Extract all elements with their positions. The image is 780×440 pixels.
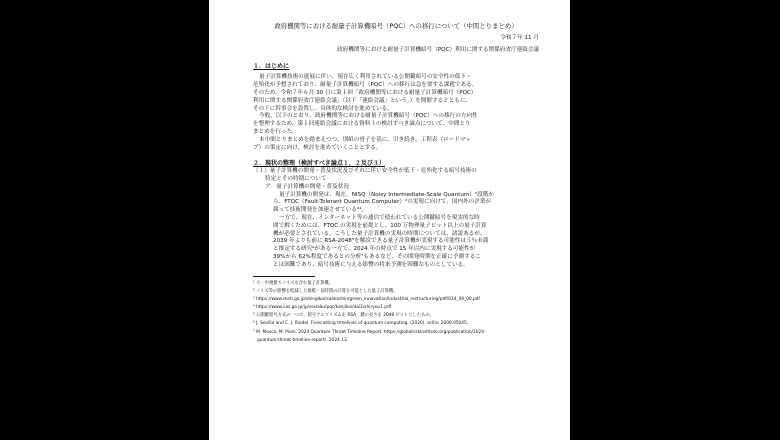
document-date: 令和７年 11 月: [500, 35, 539, 41]
page-content: [253, 22, 539, 345]
paragraph-line: 機が必要とされている。こうした量子計算機の実現の時期については、諸説あるが、: [273, 230, 486, 237]
footnote: ⁶ J. Sevilla and C. J. Riedel. Forecasting timelines of quantum computing. (2020). arXiv: 2009.05045.: [253, 321, 469, 327]
footnote-divider: [253, 276, 315, 277]
paragraph-line: その下に幹事会を設置し、具体的な検討を進めている。: [253, 105, 393, 112]
paragraph-line: 間で解くためには、FTQC の実現を前提とし、100 万物理量子ビット以上の量子計算: [273, 222, 487, 229]
list-item-line: 特定とその時期について: [265, 175, 327, 182]
footnote-link[interactable]: ⁴ https://www.cas.go.jp/jp/seisaku/pqc/kanjikai/dai2/shiryou1.pdf: [253, 305, 392, 311]
paragraph-line: とは困難であり、暗号技術に与える影響の将来予測を困難なものとしている。: [273, 261, 469, 268]
paragraph-line: 競って技術開発を加速させている³⁴。: [273, 207, 367, 214]
paragraph-line: ら、FTQC（Fault-Tolerant Quantum Computer）²の実現に向けて、国内外の企業が: [273, 199, 492, 206]
paragraph-line: 本中間とりまとめを踏まえつつ、別紙の骨子を基に、引き続き、工程表（ロードマッ: [259, 136, 471, 143]
paragraph-line: 39%から 62%程度であるとの分析⁷もあるなど、その開発時期を正確に予測するこ: [273, 253, 481, 260]
document-issuer: 政府機関等における耐量子計算機暗号（PQC）利用に関する関係府省庁連絡会議: [337, 46, 539, 53]
paragraph-line: 危殆化が予想されており、耐量子計算機暗号（PQC）への移行は急を要する課題である。: [253, 82, 478, 89]
paragraph-line: 利用に関する関係府省庁連絡会議」（以下「連絡会議」という。）を開催するとともに、: [253, 97, 472, 104]
paragraph-line: まとめを行った。: [253, 128, 298, 135]
paragraph-line: 今般、以下のとおり、政府機関等における耐量子計算機暗号（PQC）への移行の方向性: [259, 113, 478, 120]
paragraph-line: そのため、令和７年６月 30 日に第１回「政府機関等における耐量子計算機暗号（PQC）: [253, 89, 477, 96]
document-title: 政府機関等における耐量子計算機暗号（PQC）への移行について（中間とりまとめ）: [274, 22, 518, 30]
paragraph-line: 一方で、現在、インターネット等の通信で使われている公開鍵暗号を現実的な時: [279, 214, 480, 221]
footnote: ⁵ 公開鍵暗号方式の一つで、暗号アルゴリズムを RSA、鍵の長さを 2048 ビットとしたもの。: [253, 313, 434, 319]
paragraph-line: と推定する研究⁶がある一方で、2024 年の時点で 15 年以内に実現する可能性が: [273, 246, 476, 253]
subsection-label: ア 量子計算機の開発・普及状況: [265, 183, 349, 190]
section-heading-current-status: ２．現状の整理（検討すべき論点１，２及び３）: [253, 160, 385, 168]
paragraph-line: プ）の策定に向け、検討を進めていくこととする。: [253, 144, 382, 151]
footnote-link[interactable]: ⁷ M. Mosca, M. Piani. 2024 Quantum Threat Timeline Report. https://globalriskinstitute.org/publication/2024-: [253, 329, 486, 335]
list-item-line: （１）量子計算機の開発・普及状況及びそれに伴い安全性が低下・危殆化する暗号技術の: [253, 168, 477, 175]
paragraph-line: 量子計算機技術の進展に伴い、現在広く利用されている公開鍵暗号の安全性の低下・: [259, 74, 472, 81]
footnote: ² ノイズ等の影響を低減し大規模・長時間の計算を可能とした量子計算機。: [253, 288, 398, 294]
document-page: [209, 0, 570, 440]
footnote-link[interactable]: ³ https://www.meti.go.jp/shingikai/sankoshin/green_innovation/industrial_restructuring/pdf/034_09_00.pdf: [253, 296, 480, 302]
footnote-link[interactable]: quantum-threat-timeline-report/. 2024-12.: [257, 337, 349, 343]
paragraph-line: 2039 年よりも前に RSA-2048⁵を解読できる量子計算機が実現する可能性は５％未満: [273, 238, 489, 245]
paragraph-line: 量子計算機の開発は、現在、NISQ（Noisy Intermediate-Scale Quantum）¹段階か: [279, 191, 494, 198]
section-heading-introduction: １．はじめに: [253, 62, 290, 70]
paragraph-line: を整理するため、第１回連絡会議における資料３の検討すべき論点について、中間とり: [253, 121, 471, 128]
footnote: ¹ 小・中規模でノイズを含む量子計算機。: [253, 280, 334, 286]
